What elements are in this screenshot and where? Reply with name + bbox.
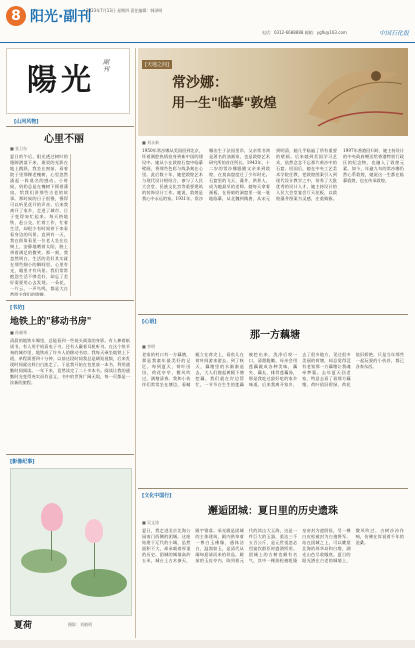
contact-meta: 电话：0312-6688888 邮箱：ygfk@163.com — [262, 30, 347, 35]
page-column-divider — [135, 48, 136, 638]
bottom-article-body: 夏日，我走进北京北海公园南门西侧的团城。这座始建于辽代的小城，虽然面积不大，却承载着厚重的历史。团城的城墙高约五米，城台上古木参天，殿宇错落。承光殿是团城的主体建筑，殿内供奉着一尊白玉佛像，通体洁白，温润如玉，是清代从缅甸迎请而来的珍品。殿前的玉瓮亭内，陈列着元代的渎山大玉海，这是一件巨大的玉器，重达三千五百公斤，是元世祖忽必烈宴饮群臣时盛酒所用。团城上的古树也颇有名气，其中一棵油松被乾隆皇帝封为遮阴侯，另一棵白皮松被封为白袍将军。站在团城之上，可以眺望北海的琼华岛和白塔，湖光山色尽收眼底。夏日的阳光洒在古老的城墙上，微风吹过，古树沙沙作响，仿佛在诉说着千年的沧桑。 — [142, 528, 404, 563]
left-article — [6, 116, 134, 298]
lotus-flower — [85, 519, 103, 543]
divider — [138, 314, 408, 315]
left-article-byline: ■ 张卫东 — [10, 146, 28, 151]
page-number-badge: 8 — [6, 6, 26, 26]
middle-article-tag: [心语] — [142, 319, 157, 325]
middle-article-title: 那一方藕塘 — [250, 330, 300, 341]
left-article-title: 心里不丽 — [44, 134, 84, 145]
feature-byline: ■ 刘永新 — [142, 140, 160, 145]
section-title: 阳光·副刊 — [30, 9, 92, 25]
bottom-article-byline: ■ 吴文涛 — [142, 520, 160, 525]
feature-title-line2: 用一生"临摹"敦煌 — [172, 96, 277, 111]
page-header — [0, 0, 415, 44]
left-article-body: 夏日的午后，阳光透过树叶的缝隙洒落下来，斑驳的光影在地上跳跃。我坐在窗前，看着院子里那棵老槐树，心里忽然涌起一阵莫名的感动。小时候，奶奶总是在槐树下摇着蒲扇，给我们讲那些古老的故事。那时候的日子很慢，慢得可以听见花开的声音。后来我离开了家乡，走进了城市，日子变得匆忙起来。每天挤地铁、赶公交，忙着工作，忙着生活，却很少有时间停下来看看身边的风景。直到有一天，我在街角看见一位老人坐在长椅上，安静地晒着太阳，脸上带着满足的微笑。那一刻，我忽然明白，生活的美好其实就在那些细小的瞬间里。心里有光，眼里才有风景。我们常常抱怨生活不够美好，却忘了美好需要用心去发现。一朵花，一片云，一声鸟鸣，都是大自然给予我们的馈赠。 — [10, 154, 68, 296]
lotus-stem — [94, 543, 95, 577]
lotus-caption-credit: 摄影：刘晓明 — [68, 622, 92, 627]
lotus-photo — [10, 468, 132, 616]
middle-article-byline: ■ 李明 — [142, 344, 156, 349]
feature-title-line1: 常沙娜： — [172, 75, 228, 91]
lotus-stem — [51, 531, 52, 561]
subway-article-byline: ■ 孙晓琴 — [10, 330, 28, 335]
masthead-title: 陽光 — [27, 63, 95, 98]
subway-article — [6, 300, 134, 450]
footer-bar — [0, 640, 415, 648]
divider — [6, 126, 134, 127]
lotus-photo-section — [6, 454, 134, 638]
lotus-leaf — [21, 549, 67, 573]
divider — [6, 300, 134, 301]
feature-article — [138, 48, 408, 310]
bottom-article — [138, 488, 408, 638]
middle-article-body: 老家的村口有一方藕塘，那是我童年最美好的记忆。每到夏天，荷叶田田，荷花亭亭，微风吹过，满塘清香。我和小伙伴们常常坐在塘边，看蜻蜓立在荷尖上，看鱼儿在荷叶间游来游去。到了秋天，藕塘里的水渐渐退去，大人们挽起裤腿下塘挖藕，我们就在岸边帮忙，一节节白生生的莲藕被挖出来，洗净后咬一口，清甜脆嫩。母亲会用莲藕做成各种美味，藕夹、藕丸、排骨莲藕汤，那是我吃过最好吃的家乡味道。后来我离开家乡，去了很多地方，见过很多美丽的荷塘，却总觉得没有老家那一方藕塘让我魂牵梦萦。去年夏天回老家，特意去看了看那方藕塘，荷叶依旧碧绿，荷花依旧娇艳，只是当年那些一起玩耍的小伙伴，都已各奔东西。 — [142, 352, 404, 387]
feature-tag: [天地之间] — [142, 60, 172, 69]
divider — [6, 454, 134, 455]
masthead-box — [6, 48, 130, 114]
feature-body: 1950年常沙娜从美国回到北京，怀着满腔热情投身到新中国的建设中。她从小在敦煌石窟中临摹壁画，将那些色彩与线条刻在心里。此后数十年，她把敦煌艺术与现代设计相结合，参与了人民大会堂、民族文化宫等重要建筑的装饰设计工作。她说，敦煌是我心中永远的家。1931年，常沙娜出生于法国里昂，父亲常书鸿是著名的油画家，也是敦煌艺术研究所的首任所长。1943年，十二岁的常沙娜跟随父亲来到敦煌，在莫高窟度过了少年时光。石窟里的飞天、藻井、供养人，成为她最早的老师。她每天拿着画板，在昏暗的洞窟里一笔一笔地临摹，从北魏到隋唐，从宋元到明清，她几乎临遍了所有重要的壁画。后来她到美国学习艺术，依然念念不忘那片黄沙中的石窟。回国后，她在中央工艺美术学院任教，把敦煌图案引入到现代设计教学之中，培养了大批优秀的设计人才。她主持设计的人民大会堂宴会厅天花板，以敦煌藻井图案为灵感，庄重典雅。1997年香港回归时，她主持设计的中央政府赠送给香港特别行政区的纪念物，也融入了敦煌元素。如今，年逾九旬的常沙娜仍然心系敦煌，她说这一生都在临摹敦煌，也在传承敦煌。 — [142, 148, 404, 201]
bottom-article-tag: [文化中国行] — [142, 493, 172, 499]
lotus-caption-title: 夏荷 — [14, 621, 33, 631]
left-article-body-col2 — [73, 154, 131, 296]
lotus-leaf — [71, 569, 127, 597]
flying-apsara-illustration — [298, 54, 406, 134]
left-article-tag: [山河风物] — [14, 119, 39, 125]
subway-article-body: 清晨的地铁车厢里，总能看到一些低头阅读的身影。有人捧着纸质书，有人用手机看电子书，还有人戴着耳机听书。在这个快节奏的城市里，地铁成了许多人的移动书房。我每天乘坐地铁上下班，单程需要四十分钟。以前这段时间我总是刷短视频，后来发现时间就这样白白流走了。于是我开始在包里放一本书，利用通勤时间阅读。一年下来，竟然读完了二十多本书。阅读让我的通勤时光变得充实而有意义。书中的世界广阔无垠，每一页都是一次新的旅程。 — [10, 338, 130, 385]
middle-article — [138, 314, 408, 484]
header-rule — [0, 42, 415, 43]
bottom-article-title: 邂逅团城：夏日里的历史遗珠 — [208, 506, 338, 517]
lotus-tag: [影像纪事] — [10, 459, 35, 465]
subway-article-title: 地铁上的"移动书房" — [10, 317, 92, 327]
lotus-flower — [41, 503, 63, 531]
paper-name: 中国石化报 — [378, 30, 409, 37]
column-divider — [70, 154, 71, 296]
divider — [138, 488, 408, 489]
subway-article-tag: [书坊] — [10, 305, 25, 311]
masthead-subtitle: 副刊 — [103, 59, 110, 73]
issue-meta: 2023年7月13日 星期四 责任编辑：韩泽明 — [86, 8, 163, 13]
